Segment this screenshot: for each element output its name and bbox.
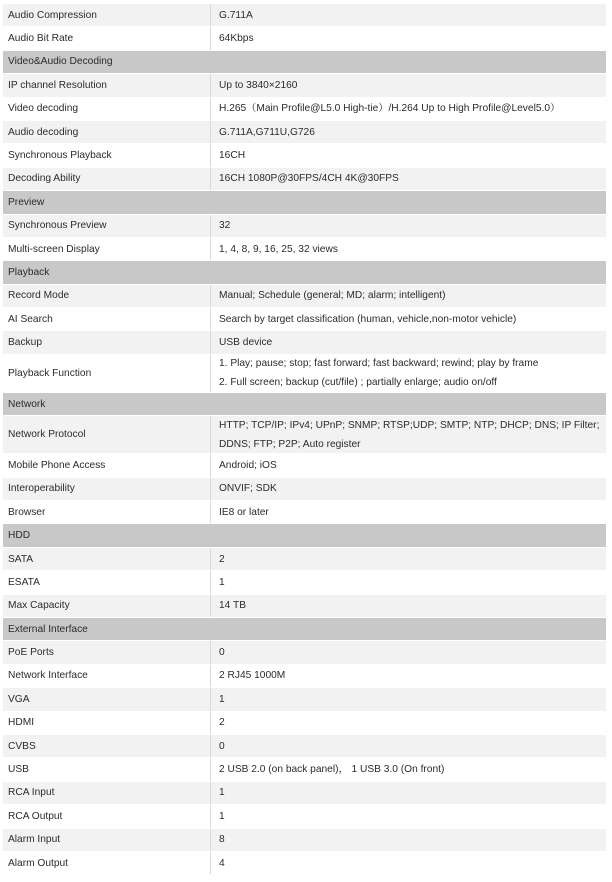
spec-value-line: 1 bbox=[219, 787, 225, 799]
section-title: Playback bbox=[8, 266, 50, 278]
spec-value-line: 8 bbox=[219, 834, 225, 846]
spec-value bbox=[211, 416, 606, 453]
spec-value-line: IE8 or later bbox=[219, 506, 269, 518]
spec-value-line: Android; iOS bbox=[219, 459, 277, 471]
section-title: Preview bbox=[8, 196, 45, 208]
spec-value-line: 64Kbps bbox=[219, 33, 254, 45]
spec-value bbox=[211, 829, 606, 851]
spec-value-line: 2. Full screen; backup (cut/file) ; partially enlarge; audio on/off bbox=[219, 377, 497, 389]
spec-value-line: 16CH 1080P@30FPS/4CH 4K@30FPS bbox=[219, 173, 399, 185]
section-header bbox=[3, 261, 606, 284]
spec-label: Alarm Output bbox=[3, 852, 211, 874]
spec-row bbox=[3, 355, 606, 393]
spec-label: Record Mode bbox=[3, 285, 211, 307]
spec-label: PoE Ports bbox=[3, 641, 211, 663]
section-header bbox=[3, 191, 606, 214]
spec-label: Network Interface bbox=[3, 665, 211, 687]
spec-value-line: 0 bbox=[219, 740, 225, 752]
spec-value bbox=[211, 144, 606, 166]
spec-label: Audio Compression bbox=[3, 4, 211, 26]
spec-label: Max Capacity bbox=[3, 595, 211, 617]
spec-value-line: 1. Play; pause; stop; fast forward; fast backward; rewind; play by frame bbox=[219, 358, 539, 370]
section-title: External Interface bbox=[8, 623, 88, 635]
spec-label: HDMI bbox=[3, 712, 211, 734]
spec-value bbox=[211, 355, 606, 392]
spec-label: Alarm Input bbox=[3, 829, 211, 851]
spec-label: USB bbox=[3, 758, 211, 780]
spec-label: IP channel Resolution bbox=[3, 74, 211, 96]
spec-value bbox=[211, 238, 606, 260]
spec-value bbox=[211, 308, 606, 330]
spec-label: AI Search bbox=[3, 308, 211, 330]
section-header bbox=[3, 618, 606, 641]
spec-value-line: 1, 4, 8, 9, 16, 25, 32 views bbox=[219, 243, 338, 255]
spec-row bbox=[3, 98, 606, 121]
section-title: Network bbox=[8, 398, 46, 410]
spec-value-line: 32 bbox=[219, 220, 231, 232]
spec-row bbox=[3, 454, 606, 477]
spec-table bbox=[3, 4, 606, 875]
spec-row bbox=[3, 548, 606, 571]
spec-label: Synchronous Playback bbox=[3, 144, 211, 166]
spec-label: ESATA bbox=[3, 571, 211, 593]
spec-row bbox=[3, 688, 606, 711]
spec-value bbox=[211, 331, 606, 353]
section-header bbox=[3, 393, 606, 416]
spec-row bbox=[3, 735, 606, 758]
spec-row bbox=[3, 501, 606, 524]
spec-value bbox=[211, 782, 606, 804]
spec-value-line: 14 TB bbox=[219, 600, 246, 612]
spec-value bbox=[211, 852, 606, 874]
spec-label: Playback Function bbox=[3, 355, 211, 392]
spec-value bbox=[211, 665, 606, 687]
section-title: HDD bbox=[8, 530, 31, 542]
spec-value-line: 1 bbox=[219, 576, 225, 588]
spec-row bbox=[3, 27, 606, 50]
spec-value bbox=[211, 98, 606, 120]
spec-label: VGA bbox=[3, 688, 211, 710]
spec-value bbox=[211, 168, 606, 190]
spec-row bbox=[3, 571, 606, 594]
spec-value-line: Manual; Schedule (general; MD; alarm; intelligent) bbox=[219, 290, 446, 302]
spec-label: Multi-screen Display bbox=[3, 238, 211, 260]
section-title: Video&Audio Decoding bbox=[8, 56, 113, 68]
spec-value-line: 1 bbox=[219, 693, 225, 705]
spec-value bbox=[211, 454, 606, 476]
spec-value bbox=[211, 571, 606, 593]
spec-row bbox=[3, 782, 606, 805]
spec-label: Browser bbox=[3, 501, 211, 523]
spec-value bbox=[211, 74, 606, 96]
spec-value bbox=[211, 27, 606, 49]
spec-value bbox=[211, 478, 606, 500]
spec-value-line: 2 USB 2.0 (on back panel)， 1 USB 3.0 (On front) bbox=[219, 764, 445, 776]
spec-value-line: Search by target classification (human, vehicle,non-motor vehicle) bbox=[219, 313, 517, 325]
spec-value-line: 2 RJ45 1000M bbox=[219, 670, 286, 682]
spec-label: RCA Output bbox=[3, 805, 211, 827]
spec-value bbox=[211, 121, 606, 143]
spec-label: RCA Input bbox=[3, 782, 211, 804]
spec-row bbox=[3, 74, 606, 97]
spec-value-line: HTTP; TCP/IP; IPv4; UPnP; SNMP; RTSP;UDP; SMTP; NTP; DHCP; DNS; IP Filter; bbox=[219, 419, 600, 431]
spec-row bbox=[3, 665, 606, 688]
spec-value-line: 0 bbox=[219, 647, 225, 659]
spec-value-line: Up to 3840×2160 bbox=[219, 79, 298, 91]
spec-row bbox=[3, 478, 606, 501]
spec-label: Backup bbox=[3, 331, 211, 353]
section-header bbox=[3, 51, 606, 74]
spec-value-line: 2 bbox=[219, 717, 225, 729]
spec-value-line: 16CH bbox=[219, 150, 246, 162]
spec-row bbox=[3, 215, 606, 238]
spec-label: Audio Bit Rate bbox=[3, 27, 211, 49]
spec-value bbox=[211, 688, 606, 710]
spec-value-line: 2 bbox=[219, 553, 225, 565]
spec-label: Video decoding bbox=[3, 98, 211, 120]
spec-value bbox=[211, 501, 606, 523]
spec-label: Synchronous Preview bbox=[3, 215, 211, 237]
spec-row bbox=[3, 641, 606, 664]
spec-value-line: ONVIF; SDK bbox=[219, 483, 277, 495]
spec-row bbox=[3, 595, 606, 618]
spec-row bbox=[3, 238, 606, 261]
spec-value-line: 4 bbox=[219, 857, 225, 869]
spec-label: Decoding Ability bbox=[3, 168, 211, 190]
spec-value-line: H.265（Main Profile@L5.0 High-tie）/H.264 Up to High Profile@Level5.0） bbox=[219, 103, 561, 115]
spec-value bbox=[211, 215, 606, 237]
spec-label: CVBS bbox=[3, 735, 211, 757]
spec-value bbox=[211, 712, 606, 734]
spec-row bbox=[3, 331, 606, 354]
spec-value bbox=[211, 641, 606, 663]
spec-row bbox=[3, 285, 606, 308]
spec-row bbox=[3, 712, 606, 735]
spec-row bbox=[3, 852, 606, 875]
spec-value-line: G.711A bbox=[219, 9, 253, 21]
spec-row bbox=[3, 829, 606, 852]
spec-row bbox=[3, 308, 606, 331]
spec-row bbox=[3, 121, 606, 144]
spec-value-line: 1 bbox=[219, 810, 225, 822]
section-header bbox=[3, 524, 606, 547]
spec-value bbox=[211, 4, 606, 26]
spec-row bbox=[3, 416, 606, 454]
spec-row bbox=[3, 144, 606, 167]
spec-value-line: G.711A,G711U,G726 bbox=[219, 126, 315, 138]
spec-value bbox=[211, 735, 606, 757]
spec-value bbox=[211, 285, 606, 307]
spec-label: Network Protocol bbox=[3, 416, 211, 453]
spec-value-line: USB device bbox=[219, 337, 273, 349]
spec-label: Interoperability bbox=[3, 478, 211, 500]
spec-value-line: DDNS; FTP; P2P; Auto register bbox=[219, 438, 361, 450]
spec-row bbox=[3, 168, 606, 191]
spec-value bbox=[211, 805, 606, 827]
spec-row bbox=[3, 4, 606, 27]
spec-value bbox=[211, 595, 606, 617]
spec-label: SATA bbox=[3, 548, 211, 570]
spec-row bbox=[3, 805, 606, 828]
spec-label: Mobile Phone Access bbox=[3, 454, 211, 476]
spec-row bbox=[3, 758, 606, 781]
spec-value bbox=[211, 758, 606, 780]
spec-value bbox=[211, 548, 606, 570]
spec-label: Audio decoding bbox=[3, 121, 211, 143]
